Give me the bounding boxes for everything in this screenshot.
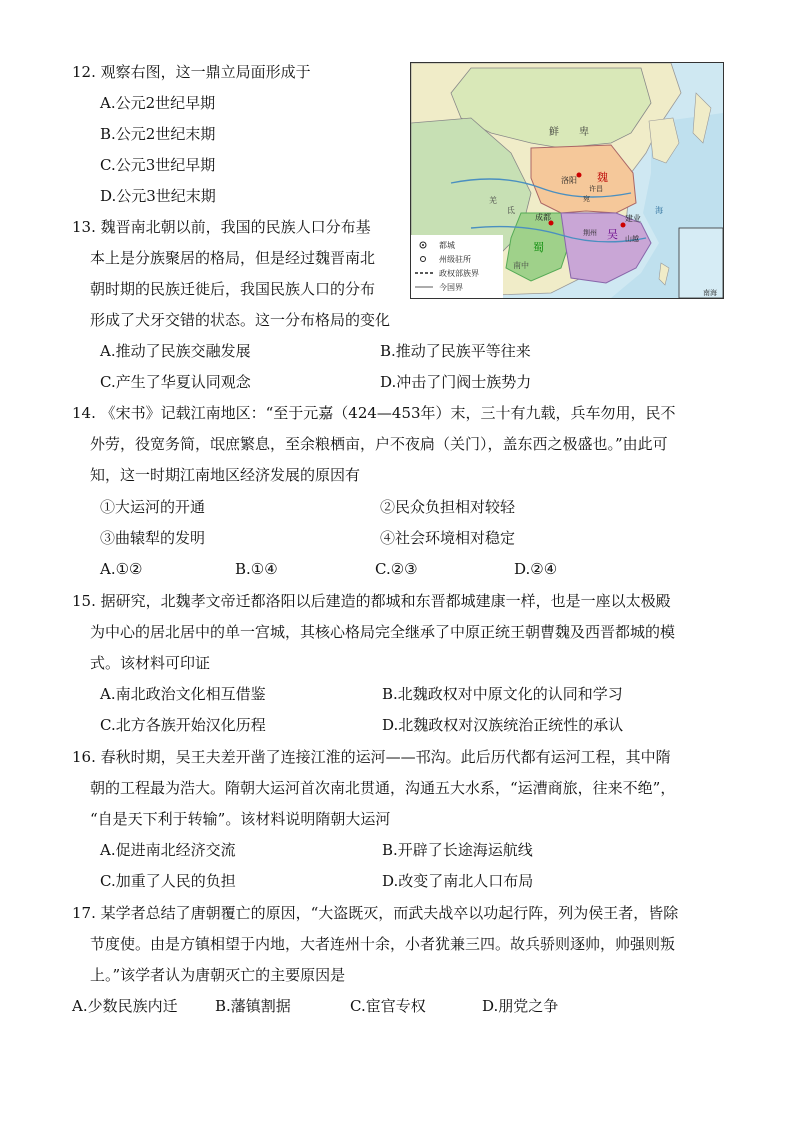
- q16-option-d: D.改变了南北人口布局: [382, 872, 534, 890]
- label-xianbei-2: 卑: [579, 127, 589, 138]
- q17-line-1: 17. 某学者总结了唐朝覆亡的原因，“大盗既灭，而武夫战卒以功起行阵，列为侯王者，皆除: [72, 904, 679, 922]
- label-xuchang: 许昌: [589, 185, 603, 193]
- q14-item-2: ②民众负担相对较轻: [380, 498, 516, 516]
- label-shanyue: 山越: [625, 235, 639, 243]
- q17-line-2: 节度使。由是方镇相望于内地，大者连州十余，小者犹兼三四。故兵骄则逐帅，帅强则叛: [90, 935, 676, 953]
- label-chengdu: 成都: [535, 213, 551, 222]
- q15-line-2: 为中心的居北居中的单一宫城，其核心格局完全继承了中原正统王朝曹魏及西晋都城的模: [90, 623, 676, 641]
- q17-option-a: A.少数民族内迁: [72, 997, 178, 1015]
- q14-line-2: 外劳，役宽务简，氓庶繁息，至余粮栖亩，户不夜扃（关门），盖东西之极盛也。”由此可: [90, 435, 668, 453]
- q14-item-1: ①大运河的开通: [100, 498, 206, 516]
- q14-option-b: B.①④: [235, 560, 278, 578]
- q17-option-b: B.藩镇割据: [215, 997, 291, 1015]
- q15-line-3: 式。该材料可印证: [90, 654, 211, 672]
- legend-capital: 都城: [439, 241, 455, 250]
- label-jianye: 建业: [625, 214, 641, 223]
- legend-border: 政权部族界: [439, 269, 479, 278]
- label-sea: 海: [655, 206, 663, 215]
- q14-item-3: ③曲辕犁的发明: [100, 529, 206, 547]
- q14-option-a: A.①②: [100, 560, 143, 578]
- q13-line-4: 形成了犬牙交错的状态。这一分布格局的变化: [90, 311, 391, 329]
- q13-line-1: 13. 魏晋南北朝以前，我国的民族人口分布基: [72, 218, 371, 236]
- q15-option-a: A.南北政治文化相互借鉴: [100, 685, 266, 703]
- q12-option-d: D.公元3世纪末期: [100, 187, 216, 205]
- q16-line-2: 朝的工程最为浩大。隋朝大运河首次南北贯通，沟通五大水系，“运漕商旅，往来不绝”，: [90, 779, 676, 797]
- legend-prefecture: 州级驻所: [439, 255, 471, 264]
- q15-option-d: D.北魏政权对汉族统治正统性的承认: [382, 716, 624, 734]
- q16-option-a: A.促进南北经济交流: [100, 841, 236, 859]
- q14-item-4: ④社会环境相对稳定: [380, 529, 516, 547]
- q15-option-c: C.北方各族开始汉化历程: [100, 716, 266, 734]
- q16-line-3: “自是天下利于转输”。该材料说明隋朝大运河: [90, 810, 391, 828]
- q17-option-c: C.宦官专权: [350, 997, 426, 1015]
- q15-line-1: 15. 据研究，北魏孝文帝迁都洛阳以后建造的都城和东晋都城建康一样，也是一座以太极殿: [72, 592, 671, 610]
- q12-stem: 12. 观察右图，这一鼎立局面形成于: [72, 63, 311, 81]
- label-luoyang: 洛阳: [561, 176, 577, 185]
- label-jingzhou: 荆州: [583, 229, 597, 237]
- q12-option-c: C.公元3世纪早期: [100, 156, 216, 174]
- q12-option-b: B.公元2世纪末期: [100, 125, 216, 143]
- label-wu: 吴: [607, 228, 618, 241]
- q13-line-2: 本上是分族聚居的格局，但是经过魏晋南北: [90, 249, 376, 267]
- label-shu: 蜀: [533, 241, 544, 254]
- inset-south-sea-label: 南海: [703, 289, 717, 297]
- three-kingdoms-map: [410, 62, 724, 299]
- q14-line-3: 知，这一时期江南地区经济发展的原因有: [90, 466, 361, 484]
- q16-option-c: C.加重了人民的负担: [100, 872, 236, 890]
- q14-line-1: 14. 《宋书》记载江南地区：“至于元嘉（424—453年）末，三十有九载，兵车勿用，民不: [72, 404, 676, 422]
- q16-option-b: B.开辟了长途海运航线: [382, 841, 533, 859]
- q14-option-c: C.②③: [375, 560, 418, 578]
- q13-option-c: C.产生了华夏认同观念: [100, 373, 251, 391]
- q17-option-d: D.朋党之争: [482, 997, 559, 1015]
- label-nanzhong: 南中: [513, 261, 529, 270]
- q13-option-b: B.推动了民族平等往来: [380, 342, 531, 360]
- q13-option-d: D.冲击了门阀士族势力: [380, 373, 532, 391]
- label-xianbei-1: 鲜: [549, 127, 559, 138]
- q12-option-a: A.公元2世纪早期: [100, 94, 216, 112]
- label-di: 氐: [507, 206, 515, 215]
- label-wei: 魏: [597, 171, 608, 184]
- legend-today: 今国界: [439, 283, 463, 292]
- q14-option-d: D.②④: [514, 560, 558, 578]
- map-graphic: [411, 63, 723, 298]
- q13-option-a: A.推动了民族交融发展: [100, 342, 251, 360]
- q15-option-b: B.北魏政权对中原文化的认同和学习: [382, 685, 623, 703]
- label-qiang: 羌: [489, 196, 497, 205]
- label-wan: 宛: [583, 195, 590, 203]
- q17-line-3: 上。”该学者认为唐朝灭亡的主要原因是: [90, 966, 346, 984]
- q13-line-3: 朝时期的民族迁徙后，我国民族人口的分布: [90, 280, 376, 298]
- q16-line-1: 16. 春秋时期，吴王夫差开凿了连接江淮的运河——邗沟。此后历代都有运河工程，其中隋: [72, 748, 671, 766]
